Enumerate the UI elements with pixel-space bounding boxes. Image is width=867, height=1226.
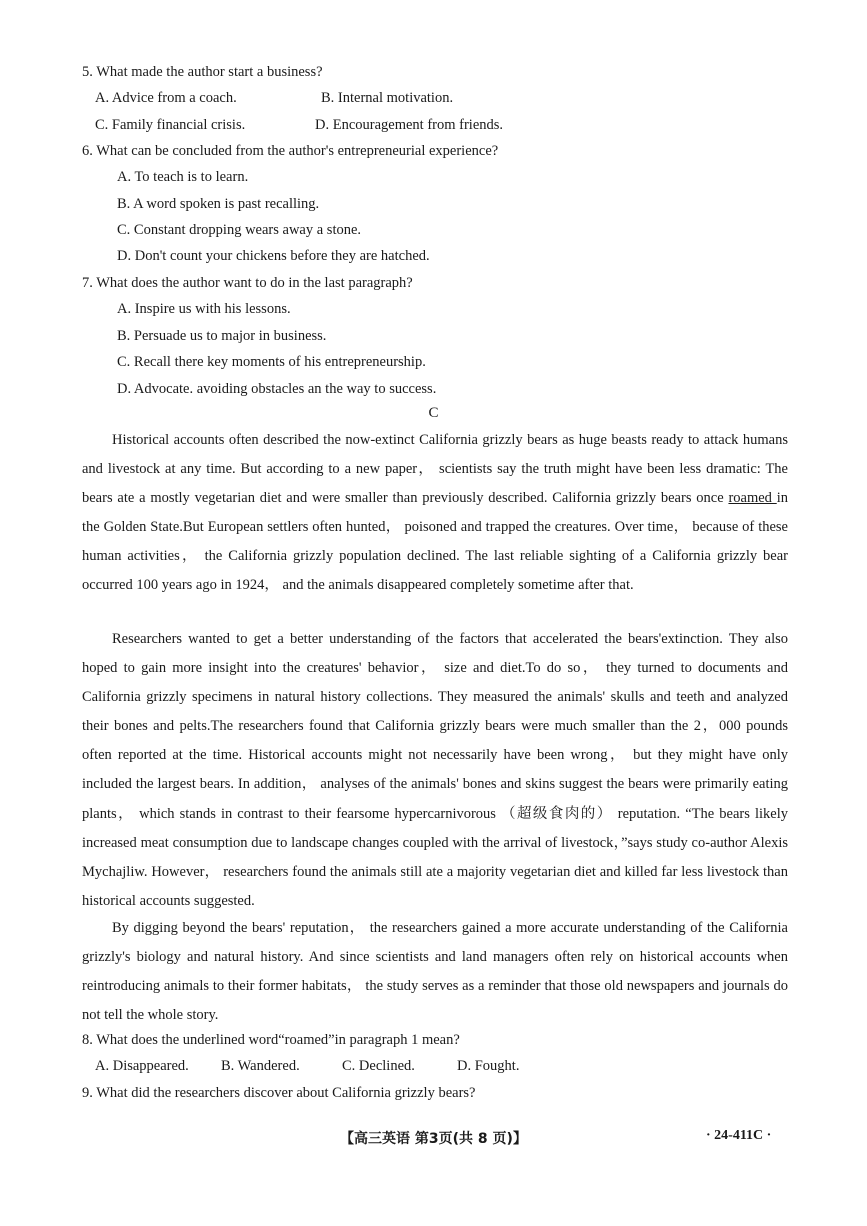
question-6-stem: 6. What can be concluded from the author's entrepreneurial experience? — [82, 143, 499, 159]
exam-code: · 24-411C · — [706, 1128, 772, 1143]
question-6-option-a: A. To teach is to learn. — [117, 169, 249, 185]
question-7-option-d: D. Advocate. avoiding obstacles an the way to success. — [117, 381, 437, 397]
passage-paragraph-2: Researchers wanted to get a better understanding of the factors that accelerated the bears'extinction. They also hoped to gain more insight into the creatures' behavior， size and diet.To do so， they turned to documents and California grizzly specimens in natural history collections. They measured the animals' skulls and teeth and analyzed their bones and pelts.The researchers found that California grizzly bears were much smaller than the 2，000 pounds often reported at the time. Historical accounts might not necessarily have been wrong， but they might have only included the largest bears. In addition， analyses of the animals' bones and skins suggest the bears were primarily eating plants， which stands in contrast to their fearsome hypercarnivorous （超级食肉的） reputation. “The bears likely increased meat consumption due to landscape changes coupled with the arrival of livestock，”says study co-author Alexis Mychajliw. However， researchers found the animals still ate a majority vegetarian diet and killed far less livestock than historical accounts suggested. — [82, 631, 788, 909]
question-6-option-b: B. A word spoken is past recalling. — [117, 196, 320, 212]
question-5-stem: 5. What made the author start a business? — [82, 64, 323, 80]
passage-paragraph-1 — [82, 426, 788, 601]
question-8-option-a: A. Disappeared. — [95, 1058, 189, 1074]
question-5-option-b: B. Internal motivation. — [321, 90, 454, 106]
question-5-option-c: C. Family financial crisis. — [95, 117, 246, 133]
question-7-option-b: B. Persuade us to major in business. — [117, 328, 327, 344]
question-7-option-a: A. Inspire us with his lessons. — [117, 301, 291, 317]
question-5-option-a: A. Advice from a coach. — [95, 90, 237, 106]
question-8-option-d: D. Fought. — [457, 1058, 520, 1074]
paragraph-1-text-start: Historical accounts often described the now-extinct California grizzly bears as huge beasts ready to attack humans and livestock at any time. But according to a new paper， scientists say the truth might have been less dramatic: The bears ate a mostly vegetarian diet and were smaller than previously described. California grizzly bears once — [82, 432, 788, 507]
passage-paragraph-3: By digging beyond the bears' reputation， the researchers gained a more accurate understanding of the California grizzly's biology and natural history. And since scientists and land managers often rely on historical accounts when reintroducing animals to their former habitats， the study serves as a reminder that those old newspapers and journals do not tell the whole story. — [82, 920, 788, 1024]
question-8-stem: 8. What does the underlined word“roamed”in paragraph 1 mean? — [82, 1032, 460, 1048]
question-8-option-c: C. Declined. — [342, 1058, 415, 1074]
question-5-option-d: D. Encouragement from friends. — [315, 117, 504, 133]
underlined-word: roamed — [728, 490, 777, 507]
paragraph-1-text-end: in the Golden State.But European settlers often hunted， poisoned and trapped the creatures. Over time， because of these human activities， the California grizzly population declined. The last reliable sighting of a California grizzly bear occurred 100 years ago in 1924， and the animals disappeared completely sometime after that. — [82, 490, 788, 594]
question-8-option-b: B. Wandered. — [221, 1058, 300, 1074]
question-7-stem: 7. What does the author want to do in the last paragraph? — [82, 275, 413, 291]
question-6-option-c: C. Constant dropping wears away a stone. — [117, 222, 362, 238]
page-footer-label: 【高三英语 第3页(共 8 页)】 — [340, 1131, 527, 1147]
question-6-option-d: D. Don't count your chickens before they are hatched. — [117, 248, 430, 264]
section-heading: C — [428, 405, 439, 421]
question-9-stem: 9. What did the researchers discover about California grizzly bears? — [82, 1085, 476, 1101]
question-7-option-c: C. Recall there key moments of his entrepreneurship. — [117, 354, 426, 370]
